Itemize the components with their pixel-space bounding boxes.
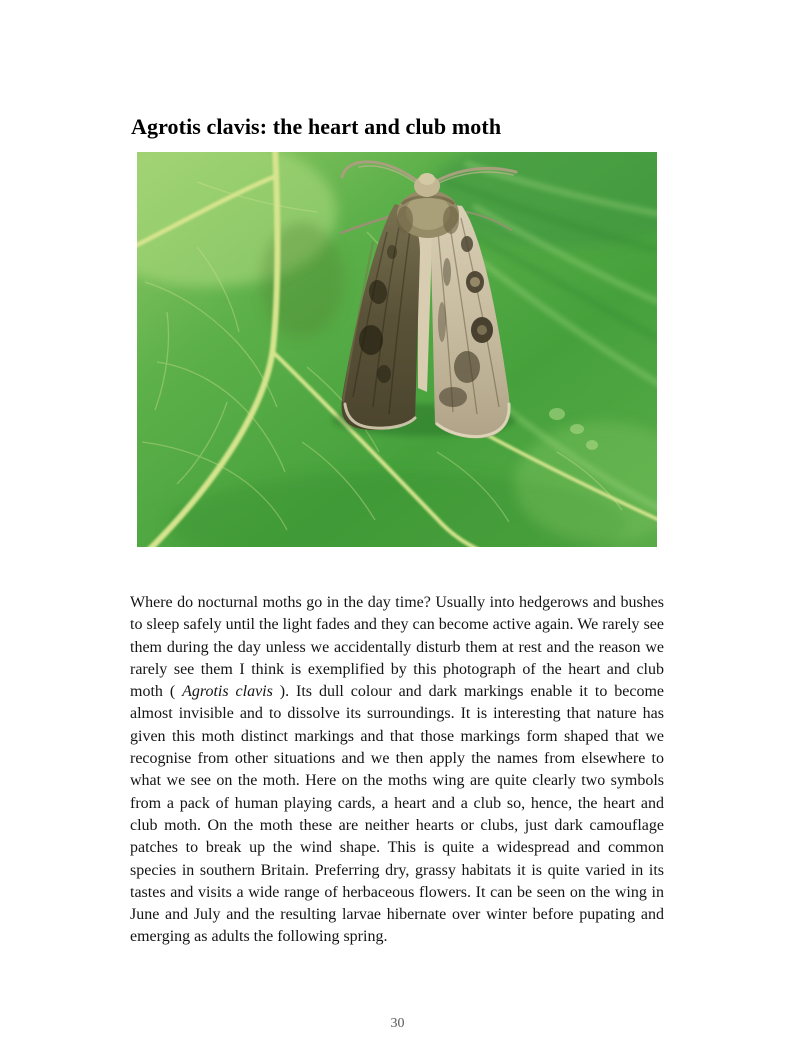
page-title: Agrotis clavis: the heart and club moth: [131, 113, 502, 139]
page-number: 30: [390, 1016, 405, 1031]
body-paragraph: [130, 592, 664, 949]
moth-photo: [137, 152, 657, 547]
moth-thorax: [397, 190, 459, 238]
paragraph-text-after: ). Its dull colour and dark markings enable it to become almost invisible and to dissolve its surroundings. It is interesting that nature has given this moth distinct markings and that those markings form shaped that we recognise from other situations and we then apply the names from elsewhere to what we see on the moth. Here on the moths wing are quite clearly two symbols from a pack of human playing cards, a heart and a club so, hence, the heart and club moth. On the moth these are neither hearts or clubs, just dark camouflage patches to break up the wind shape. This is quite a widespread and common species in southern Britain. Preferring dry, grassy habitats it is quite varied in its tastes and visits a wide range of herbaceous flowers. It can be seen on the wing in June and July and the resulting larvae hibernate over winter before pupating and emerging as adults the following spring.: [130, 683, 665, 946]
species-name-italic: Agrotis clavis: [182, 683, 273, 701]
paragraph-text-before: Where do nocturnal moths go in the day time? Usually into hedgerows and bushes to sleep safely until the light fades and they can become active again. We rarely see them during the day unless we accidentally disturb them at rest and the reason we rarely see them I think is exemplified by this photograph of the heart and club moth (: [130, 594, 664, 701]
moth-photo-illustration: [137, 152, 657, 547]
